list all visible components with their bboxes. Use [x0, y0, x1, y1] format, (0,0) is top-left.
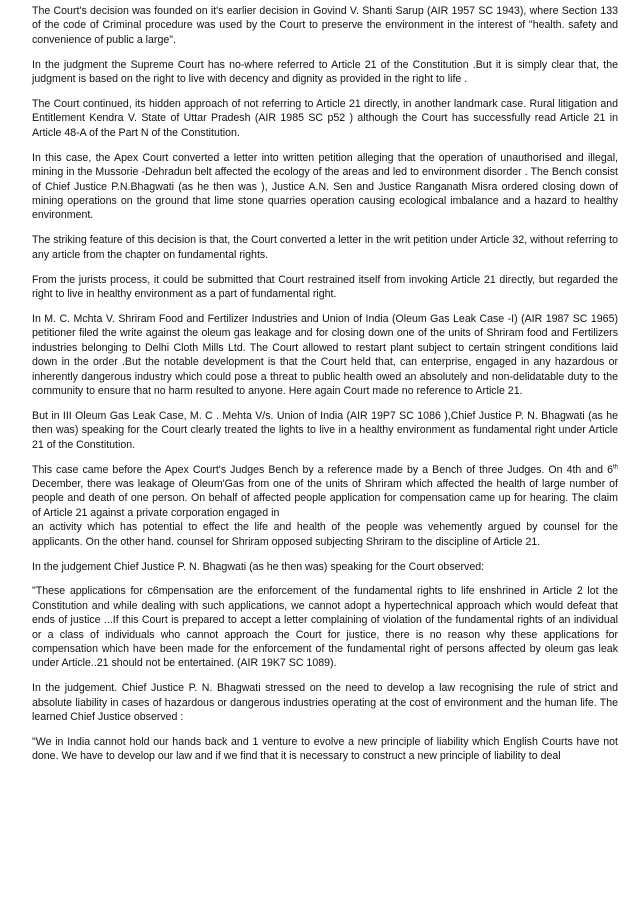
paragraph-oleum-gas-leak-case-3: But in III Oleum Gas Leak Case, M. C . Mehta V/s. Union of India (AIR 19P7 SC 1086 ),Chief Justice P. N. Bhagwati (as he then was) speaking for the Court clearly treated the lights to live in a healthy environment as fundamental right under Article 21 of the Constitution. — [32, 409, 618, 451]
paragraph-rural-litigation-case: The Court continued, its hidden approach of not referring to Article 21 directly, in another landmark case. Rural litigation and Entitlement Kendra V. State of Uttar Pradesh (AIR 1985 SC p52 ) although the Court has successfully read Article 21 in Article 48-A of the Part N of the Constitution. — [32, 98, 618, 139]
paragraph-govind-v-shanti-sarup: The Court's decision was founded on it's earlier decision in Govind V. Shanti Sarup (AIR 1957 SC 1943), where Section 133 of the code of Criminal procedure was used by the Court to preserve the environment in the interest of "health. safety and convenience of public a large". — [32, 5, 618, 46]
paragraph-striking-feature: The striking feature of this decision is that, the Court converted a letter in the writ petition under Article 32, without referring to any article from the chapter on fundamental rights. — [32, 234, 618, 261]
paragraph-bhagwati-observed: In the judgement Chief Justice P. N. Bhagwati (as he then was) speaking for the Court observed: — [32, 560, 485, 573]
paragraph-text-continuation: an activity which has potential to effect the life and health of the people was vehemently argued by counsel for the applicants. On the other hand. counsel for Shriram opposed subjecting Shriram to the discipline of Article 21. — [32, 521, 618, 548]
paragraph-no-reference-article-21: In the judgment the Supreme Court has no-where referred to Article 21 of the Constitution .But it is simply clear that, the judgment is based on the right to live with decency and dignity as provided in the right to life . — [32, 58, 618, 86]
paragraph-text-after-sup: December, there was leakage of Oleum'Gas from one of the units of Shriram which affected the health of large number of people and death of one person. On behalf of affected people application for compensation came up for hearing. The claim of Article 21 against a private corporation engaged in — [32, 477, 618, 519]
paragraph-apex-court-bench — [32, 463, 618, 549]
paragraph-mussorie-mining: In this case, the Apex Court converted a letter into written petition alleging that the operation of unauthorised and illegal, mining in the Mussorie -Dehradun belt affected the ecology of the areas and led to environment disorder . The Bench consist of Chief Justice P.N.Bhagwati (as he then was ), Justice A.N. Sen and Justice Ranganath Misra ordered closing down of mining operations on the ground that lime stone quarries operation causing ecological imbalance and a hazard to healthy environment. — [32, 151, 618, 222]
paragraph-text-before-sup: This case came before the Apex Court's Judges Bench by a reference made by a Bench of three Judges. On 4th and 6 — [32, 463, 613, 476]
paragraph-new-principle-quote: "We in India cannot hold our hands back and 1 venture to evolve a new principle of liability which English Courts have not done. We have to develop our law and if we find that it is necessary to construct a new principle of liability to deal — [32, 736, 618, 763]
paragraph-compensation-quote: "These applications for c6mpensation are the enforcement of the fundamental rights to life enshrined in Article 2 lot the Constitution and while dealing with such applications, we cannot adopt a hypertechnical approach which would defeat that ends of justice ...If this Court is prepared to accept a letter complaining of violation of the fundamental rights of an individual or a class of individuals who cannot approach the Court for justice, there is no reason why these applications for compensation which have been made for the enforcement of the fundamental right of persons affected by oleum gas leak under Article..21 should not be entertained. (AIR 19K7 SC 1089). — [32, 585, 618, 670]
paragraph-oleum-gas-leak-case-1: In M. C. Mchta V. Shriram Food and Fertilizer Industries and Union of India (Oleum Gas Leak Case -I) (AIR 1987 SC 1965) petitioner filed the write against the oleum gas leakage and for closing down one of the units of Shriram food and Fertilizers industries belonging to Delhi Cloth Mills Ltd. The Court allowed to restart plant subject to certain stringent conditions laid down in the order .But the notable development is that the Court held that, can enterprise, engaged in any hazardous or inherently dangerous industry which could pose a threat to public health owed an absolutely and non-delidatable duty to the community to ensure that no harm resulted to anyone. Here again Court made no reference to Article 21. — [32, 312, 618, 397]
paragraph-strict-liability: In the judgement. Chief Justice P. N. Bhagwati stressed on the need to develop a law recognising the rule of strict and absolute liability in cases of hazardous or dangerous industries operating at the cost of environment and the human life. The learned Chief Justice observed : — [32, 682, 618, 724]
superscript-ordinal: th — [612, 464, 618, 471]
paragraph-jurists-process: From the jurists process, it could be submitted that Court restrained itself from invoking Article 21 directly, but regarded the right to live in healthy environment as a part of fundamental right. — [32, 273, 618, 300]
